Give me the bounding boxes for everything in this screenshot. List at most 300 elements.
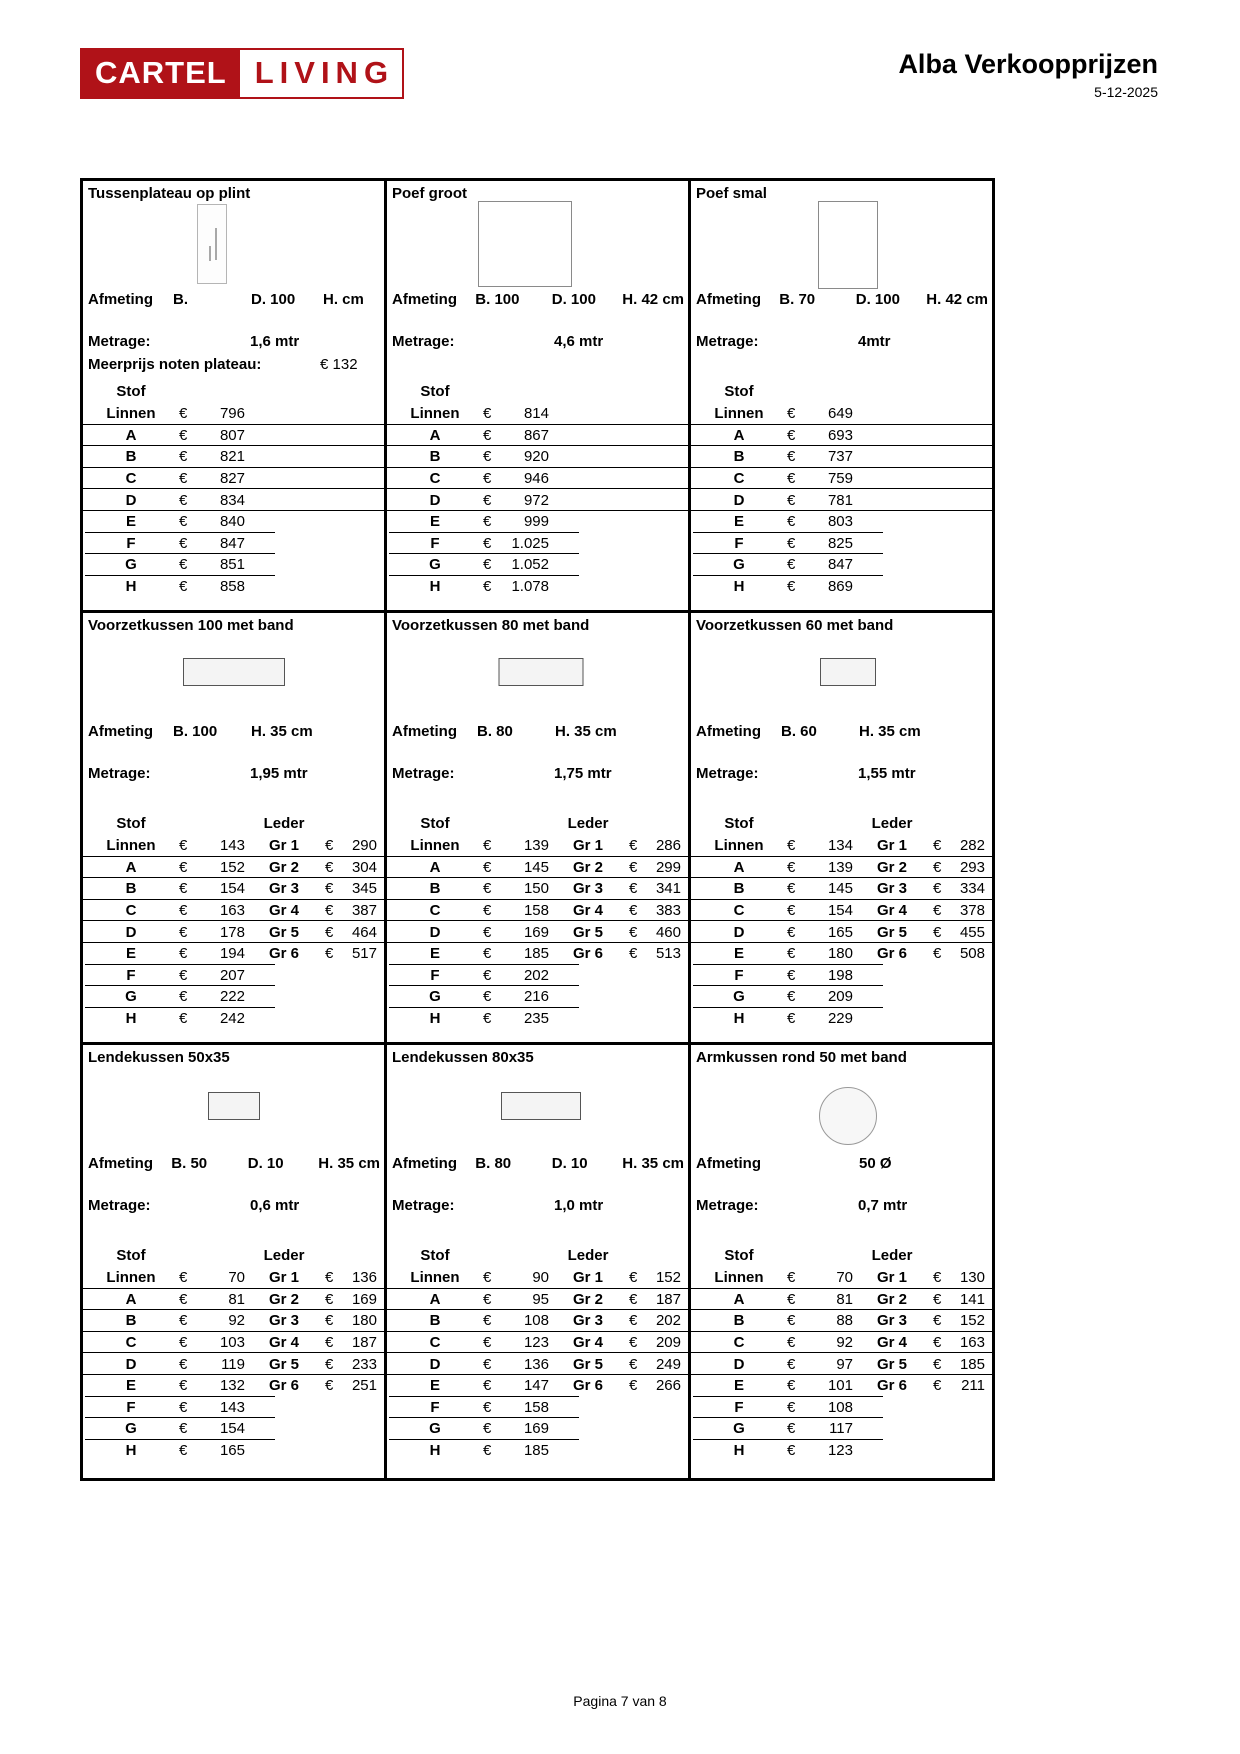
product-title: Poef smal: [696, 185, 767, 202]
product-diagram-area: [691, 201, 992, 293]
currency-symbol: €: [933, 923, 942, 941]
currency-symbol: €: [179, 578, 188, 596]
fabric-price: 165: [219, 1442, 245, 1460]
stof-column-header: Stof: [724, 383, 754, 400]
currency-symbol: €: [483, 902, 492, 920]
leather-price: 299: [655, 858, 681, 876]
fabric-price: 108: [827, 1398, 853, 1416]
fabric-grade: C: [125, 902, 137, 920]
price-table: [387, 375, 688, 597]
surcharge-value: € 132: [320, 356, 358, 373]
dimensions-row: [696, 723, 988, 740]
product-shape-rect-icon: [501, 1092, 581, 1120]
metrage-row: [88, 765, 379, 782]
currency-symbol: €: [629, 858, 638, 876]
dimensions-label: Afmeting: [696, 291, 761, 308]
leather-grade: Gr 5: [572, 923, 603, 941]
dimension-depth: 50 Ø: [859, 1155, 892, 1172]
fabric-grade: E: [429, 513, 440, 531]
dimension-width: B. 100: [173, 723, 218, 740]
leather-grade: Gr 5: [268, 923, 299, 941]
fabric-price: 999: [523, 513, 549, 531]
fabric-grade: C: [125, 1334, 137, 1352]
fabric-price: 169: [523, 923, 549, 941]
currency-symbol: €: [787, 880, 796, 898]
leather-price: 233: [351, 1355, 377, 1373]
price-row: [691, 1375, 992, 1397]
product-diagram-area: [387, 633, 688, 725]
fabric-price: 81: [836, 1290, 853, 1308]
price-row: [83, 943, 384, 965]
leather-grade: Gr 5: [268, 1355, 299, 1373]
currency-symbol: €: [933, 837, 942, 855]
price-row: [691, 965, 992, 987]
fabric-grade: G: [125, 988, 137, 1006]
leather-price: 304: [351, 858, 377, 876]
dimension-width: B. 60: [781, 723, 817, 740]
leder-column-header: Leder: [263, 1247, 305, 1264]
price-row: [387, 965, 688, 987]
leather-grade: Gr 1: [572, 837, 603, 855]
currency-symbol: €: [179, 1398, 188, 1416]
leather-price: 513: [655, 945, 681, 963]
currency-symbol: €: [787, 945, 796, 963]
fabric-grade: F: [430, 1398, 440, 1416]
currency-symbol: €: [787, 988, 796, 1006]
price-table-header: [83, 807, 384, 835]
currency-symbol: €: [325, 902, 334, 920]
fabric-price: 840: [219, 513, 245, 531]
leather-grade: Gr 6: [268, 1377, 299, 1395]
leather-price: 383: [655, 902, 681, 920]
currency-symbol: €: [933, 902, 942, 920]
price-row: [387, 468, 688, 490]
logo-cartel-text: CARTEL: [82, 50, 240, 97]
price-row: [387, 1310, 688, 1332]
fabric-price: 759: [827, 470, 853, 488]
price-row: [691, 1008, 992, 1030]
price-row: [691, 468, 992, 490]
fabric-price: 209: [827, 988, 853, 1006]
fabric-price: 821: [219, 448, 245, 466]
leather-grade: Gr 3: [572, 880, 603, 898]
dimension-depth: D. 100: [855, 291, 900, 308]
fabric-grade: G: [125, 556, 137, 574]
currency-symbol: €: [483, 966, 492, 984]
dimension-height: [627, 723, 684, 740]
currency-symbol: €: [787, 448, 796, 466]
price-row: [83, 878, 384, 900]
fabric-price: 70: [228, 1269, 245, 1287]
price-row: [387, 986, 688, 1008]
fabric-grade: E: [429, 945, 440, 963]
fabric-price: 108: [523, 1312, 549, 1330]
fabric-price: 847: [219, 534, 245, 552]
fabric-grade: Linnen: [106, 405, 156, 423]
fabric-grade: H: [429, 1010, 441, 1028]
fabric-price: 796: [219, 405, 245, 423]
fabric-price: 185: [523, 945, 549, 963]
metrage-label: Metrage:: [392, 765, 455, 782]
leather-grade: Gr 1: [268, 1269, 299, 1287]
currency-symbol: €: [179, 448, 188, 466]
dimension-height: H. 35 cm: [622, 1155, 684, 1172]
stof-column-header: Stof: [420, 815, 450, 832]
currency-symbol: €: [787, 426, 796, 444]
currency-symbol: €: [483, 1442, 492, 1460]
fabric-price: 139: [523, 837, 549, 855]
fabric-price: 834: [219, 491, 245, 509]
leather-grade: Gr 5: [876, 1355, 907, 1373]
price-row: [691, 857, 992, 879]
currency-symbol: €: [933, 1334, 942, 1352]
fabric-price: 158: [523, 902, 549, 920]
leder-column-header: Leder: [567, 815, 609, 832]
surcharge-label: Meerprijs noten plateau:: [88, 356, 262, 373]
dimension-depth: D. 100: [251, 291, 296, 308]
fabric-grade: F: [734, 534, 744, 552]
price-row: [387, 878, 688, 900]
price-row: [387, 1008, 688, 1030]
dimensions-label: Afmeting: [88, 1155, 153, 1172]
price-row: [83, 1397, 384, 1419]
currency-symbol: €: [325, 880, 334, 898]
currency-symbol: €: [483, 426, 492, 444]
fabric-grade: Linnen: [714, 405, 764, 423]
fabric-price: 152: [219, 858, 245, 876]
fabric-price: 154: [219, 1420, 245, 1438]
price-row: [83, 576, 384, 598]
currency-symbol: €: [179, 1010, 188, 1028]
fabric-grade: B: [125, 1312, 137, 1330]
fabric-grade: A: [733, 858, 745, 876]
fabric-price: 814: [523, 405, 549, 423]
document-header: [898, 50, 1158, 100]
currency-symbol: €: [179, 966, 188, 984]
product-shape-rect-icon: [208, 1092, 260, 1120]
currency-symbol: €: [325, 1355, 334, 1373]
dimension-width: B. 100: [475, 291, 520, 308]
currency-symbol: €: [179, 1312, 188, 1330]
leather-grade: Gr 6: [876, 1377, 907, 1395]
leather-grade: Gr 5: [876, 923, 907, 941]
fabric-grade: E: [733, 513, 744, 531]
fabric-grade: H: [733, 1010, 745, 1028]
fabric-price: 165: [827, 923, 853, 941]
price-row: [387, 835, 688, 857]
currency-symbol: €: [179, 988, 188, 1006]
fabric-grade: E: [733, 1377, 744, 1395]
currency-symbol: €: [483, 534, 492, 552]
currency-symbol: €: [325, 1312, 334, 1330]
plint-mark-icon: [209, 246, 211, 262]
product-panel: [83, 613, 384, 1042]
price-table-header: [691, 375, 992, 403]
leather-price: 345: [351, 880, 377, 898]
product-shape-rect-icon: [820, 658, 876, 686]
metrage-row: [88, 333, 379, 350]
dimension-height: H. 42 cm: [926, 291, 988, 308]
dimensions-row: [392, 1155, 684, 1172]
fabric-grade: B: [125, 448, 137, 466]
price-row: [83, 857, 384, 879]
price-row: [83, 1310, 384, 1332]
fabric-price: 185: [523, 1442, 549, 1460]
leather-price: 169: [351, 1290, 377, 1308]
price-row: [691, 425, 992, 447]
leather-grade: Gr 2: [268, 858, 299, 876]
product-diagram-area: [83, 201, 384, 293]
fabric-price: 803: [827, 513, 853, 531]
currency-symbol: €: [179, 470, 188, 488]
fabric-price: 123: [523, 1334, 549, 1352]
price-row: [691, 1397, 992, 1419]
currency-symbol: €: [787, 1355, 796, 1373]
price-row: [387, 1440, 688, 1462]
product-panel: [691, 1045, 992, 1478]
currency-symbol: €: [787, 556, 796, 574]
product-title: Lendekussen 80x35: [392, 1049, 534, 1066]
page-number: Pagina 7 van 8: [573, 1693, 667, 1709]
leder-column-header: Leder: [567, 1247, 609, 1264]
fabric-grade: B: [429, 880, 441, 898]
fabric-price: 150: [523, 880, 549, 898]
currency-symbol: €: [483, 1334, 492, 1352]
product-shape-rect-icon: [818, 201, 878, 289]
price-table: [83, 375, 384, 597]
product-title: Armkussen rond 50 met band: [696, 1049, 907, 1066]
currency-symbol: €: [179, 945, 188, 963]
stof-column-header: Stof: [420, 1247, 450, 1264]
leather-price: 180: [351, 1312, 377, 1330]
price-row: [83, 511, 384, 533]
fabric-grade: E: [733, 945, 744, 963]
price-row: [387, 900, 688, 922]
price-row: [691, 511, 992, 533]
fabric-price: 867: [523, 426, 549, 444]
product-diagram-area: [691, 1065, 992, 1157]
currency-symbol: €: [483, 405, 492, 423]
dimension-depth: H. 35 cm: [251, 723, 313, 740]
currency-symbol: €: [933, 1355, 942, 1373]
currency-symbol: €: [933, 945, 942, 963]
fabric-grade: E: [125, 1377, 136, 1395]
currency-symbol: €: [483, 945, 492, 963]
fabric-grade: A: [125, 1290, 137, 1308]
leather-grade: Gr 1: [876, 837, 907, 855]
product-diagram-area: [83, 1065, 384, 1157]
currency-symbol: €: [179, 1290, 188, 1308]
product-panel: [83, 181, 384, 610]
metrage-label: Metrage:: [88, 765, 151, 782]
fabric-grade: C: [733, 470, 745, 488]
price-row: [691, 921, 992, 943]
price-row: [691, 1418, 992, 1440]
price-row: [387, 1289, 688, 1311]
leather-price: 282: [959, 837, 985, 855]
product-title: Tussenplateau op plint: [88, 185, 251, 202]
leather-grade: Gr 5: [572, 1355, 603, 1373]
product-title: Voorzetkussen 100 met band: [88, 617, 294, 634]
currency-symbol: €: [787, 1010, 796, 1028]
leather-grade: Gr 6: [268, 945, 299, 963]
currency-symbol: €: [933, 858, 942, 876]
leather-price: 378: [959, 902, 985, 920]
metrage-row: [88, 1197, 379, 1214]
price-row: [83, 425, 384, 447]
metrage-row: [696, 333, 987, 350]
product-panel: [387, 181, 688, 610]
currency-symbol: €: [933, 1269, 942, 1287]
currency-symbol: €: [179, 1334, 188, 1352]
leather-price: 130: [959, 1269, 985, 1287]
price-table: [691, 375, 992, 597]
stof-column-header: Stof: [116, 383, 146, 400]
product-shape-rect-icon: [197, 204, 227, 284]
currency-symbol: €: [179, 426, 188, 444]
price-row: [691, 446, 992, 468]
metrage-label: Metrage:: [88, 333, 151, 350]
leather-grade: Gr 2: [572, 1290, 603, 1308]
fabric-price: 101: [827, 1377, 853, 1395]
leather-grade: Gr 2: [876, 1290, 907, 1308]
fabric-grade: E: [125, 513, 136, 531]
price-row: [83, 986, 384, 1008]
fabric-grade: G: [429, 1420, 441, 1438]
fabric-grade: A: [733, 426, 745, 444]
currency-symbol: €: [325, 1334, 334, 1352]
price-row: [387, 1267, 688, 1289]
fabric-grade: H: [125, 578, 137, 596]
price-row: [387, 576, 688, 598]
fabric-price: 92: [228, 1312, 245, 1330]
fabric-price: 123: [827, 1442, 853, 1460]
currency-symbol: €: [325, 945, 334, 963]
leather-price: 266: [655, 1377, 681, 1395]
fabric-grade: B: [733, 880, 745, 898]
leather-price: 152: [959, 1312, 985, 1330]
fabric-price: 194: [219, 945, 245, 963]
fabric-grade: B: [733, 448, 745, 466]
leather-price: 187: [351, 1334, 377, 1352]
currency-symbol: €: [179, 1269, 188, 1287]
metrage-row: [392, 765, 683, 782]
dimensions-row: [88, 1155, 380, 1172]
metrage-row: [696, 1197, 987, 1214]
fabric-grade: G: [429, 556, 441, 574]
price-table-header: [691, 807, 992, 835]
dimension-width: B. 50: [171, 1155, 208, 1172]
fabric-price: 90: [532, 1269, 549, 1287]
dimension-depth: H. 35 cm: [555, 723, 617, 740]
currency-symbol: €: [325, 923, 334, 941]
price-row: [83, 1418, 384, 1440]
currency-symbol: €: [787, 534, 796, 552]
price-row: [691, 943, 992, 965]
fabric-grade: Linnen: [106, 1269, 156, 1287]
price-row: [691, 1289, 992, 1311]
dimensions-label: Afmeting: [392, 291, 457, 308]
product-diagram-area: [691, 633, 992, 725]
price-row: [387, 403, 688, 425]
currency-symbol: €: [787, 923, 796, 941]
currency-symbol: €: [787, 470, 796, 488]
page-title: Alba Verkoopprijzen: [898, 49, 1158, 79]
currency-symbol: €: [179, 513, 188, 531]
fabric-price: 825: [827, 534, 853, 552]
price-row: [387, 511, 688, 533]
fabric-grade: D: [125, 491, 137, 509]
leather-price: 187: [655, 1290, 681, 1308]
leather-grade: Gr 1: [876, 1269, 907, 1287]
fabric-price: 807: [219, 426, 245, 444]
currency-symbol: €: [325, 837, 334, 855]
fabric-price: 103: [219, 1334, 245, 1352]
price-row: [387, 425, 688, 447]
price-row: [83, 900, 384, 922]
fabric-grade: D: [429, 1355, 441, 1373]
fabric-grade: Linnen: [714, 837, 764, 855]
currency-symbol: €: [483, 988, 492, 1006]
currency-symbol: €: [179, 1420, 188, 1438]
leather-grade: Gr 1: [572, 1269, 603, 1287]
fabric-grade: A: [125, 426, 137, 444]
price-row: [387, 1353, 688, 1375]
price-row: [387, 446, 688, 468]
fabric-price: 154: [827, 902, 853, 920]
fabric-grade: H: [733, 1442, 745, 1460]
dimensions-row: [392, 291, 684, 308]
fabric-price: 198: [827, 966, 853, 984]
fabric-price: 145: [523, 858, 549, 876]
fabric-grade: A: [429, 858, 441, 876]
currency-symbol: €: [629, 1269, 638, 1287]
leather-price: 209: [655, 1334, 681, 1352]
fabric-grade: B: [429, 1312, 441, 1330]
product-panel: [691, 181, 992, 610]
dimension-depth: D. 100: [551, 291, 596, 308]
dimensions-label: Afmeting: [88, 291, 153, 308]
price-row: [387, 1332, 688, 1354]
currency-symbol: €: [787, 902, 796, 920]
leather-grade: Gr 4: [572, 1334, 603, 1352]
currency-symbol: €: [179, 1377, 188, 1395]
fabric-price: 1.078: [511, 578, 549, 596]
product-title: Voorzetkussen 60 met band: [696, 617, 894, 634]
leather-price: 460: [655, 923, 681, 941]
stof-column-header: Stof: [116, 815, 146, 832]
price-row: [387, 533, 688, 555]
fabric-price: 139: [827, 858, 853, 876]
price-table-header: [387, 807, 688, 835]
currency-symbol: €: [179, 880, 188, 898]
fabric-price: 143: [219, 837, 245, 855]
currency-symbol: €: [787, 513, 796, 531]
leather-price: 185: [959, 1355, 985, 1373]
product-shape-rect-icon: [183, 658, 285, 686]
price-row: [83, 835, 384, 857]
leder-column-header: Leder: [263, 815, 305, 832]
leather-price: 141: [959, 1290, 985, 1308]
fabric-grade: C: [125, 470, 137, 488]
currency-symbol: €: [933, 1377, 942, 1395]
product-title: Lendekussen 50x35: [88, 1049, 230, 1066]
price-table-header: [83, 375, 384, 403]
leather-price: 517: [351, 945, 377, 963]
fabric-price: 222: [219, 988, 245, 1006]
fabric-grade: A: [125, 858, 137, 876]
fabric-price: 202: [523, 966, 549, 984]
